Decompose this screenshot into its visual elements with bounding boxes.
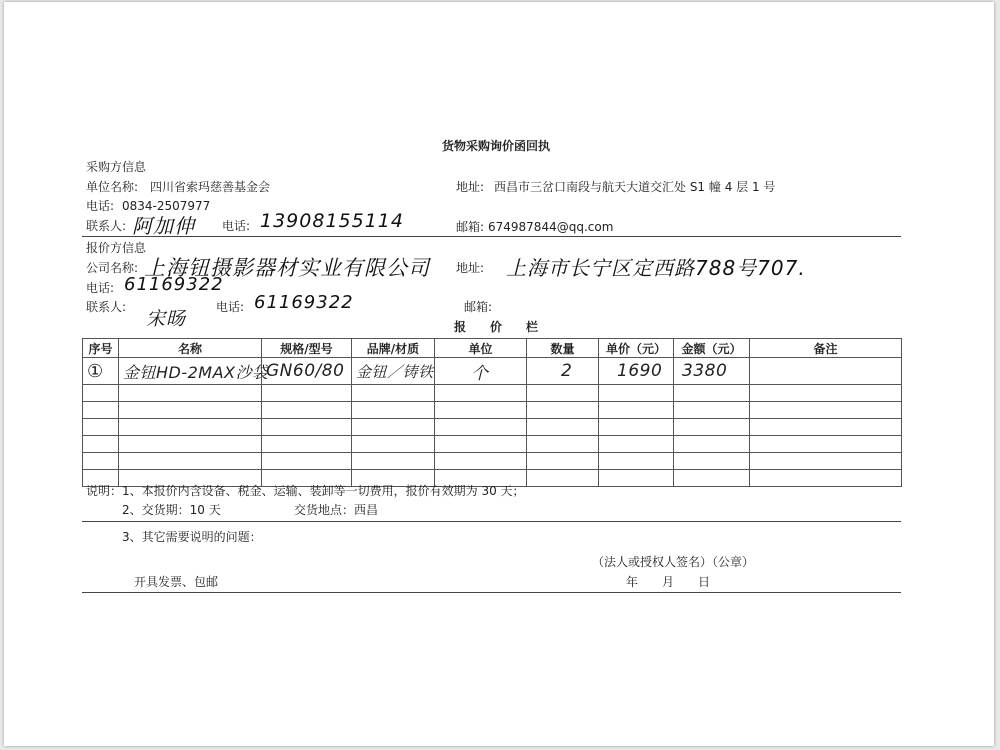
quoter-tel-label: 电话:: [216, 300, 245, 314]
buyer-unit-label: 单位名称:: [86, 180, 139, 194]
col-header-remarks: 备注: [750, 339, 902, 358]
buyer-tel-handwritten: 13908155114: [260, 210, 404, 232]
buyer-contact-handwritten: 阿加伸: [132, 214, 195, 238]
buyer-unit-value: 四川省索玛慈善基金会: [150, 180, 271, 194]
quoter-section-heading: 报价方信息: [86, 241, 147, 255]
cell-amount: 3380: [674, 358, 750, 385]
quoter-email-label: 邮箱:: [464, 300, 493, 314]
buyer-tel-label: 电话:: [222, 219, 251, 233]
quoter-address-handwritten: 上海市长宁区定西路788号707.: [506, 256, 806, 280]
quote-table: [82, 338, 902, 487]
buyer-phone-value: 0834-2507977: [122, 199, 211, 213]
quoter-tel-handwritten: 61169322: [254, 292, 354, 313]
document-sheet: [4, 2, 994, 746]
table-header-row: [83, 339, 902, 358]
quoter-phone-handwritten: 61169322: [124, 274, 224, 295]
quoter-company-label: 公司名称:: [86, 261, 139, 275]
col-header-name: 名称: [119, 339, 262, 358]
quoter-phone-label: 电话:: [86, 281, 115, 295]
date-label: 年 月 日: [626, 575, 711, 589]
buyer-section-heading: 采购方信息: [86, 160, 147, 174]
cell-index: ①: [83, 358, 119, 385]
quoter-company-handwritten: 上海钮摄影器材实业有限公司: [144, 256, 430, 280]
buyer-phone-label: 电话:: [86, 199, 115, 213]
cell-spec: GN60/80: [262, 358, 352, 385]
bottom-divider: [82, 592, 901, 593]
table-row-empty: [83, 436, 902, 453]
buyer-email-value: 674987844@qq.com: [488, 220, 614, 234]
col-header-quantity: 数量: [527, 339, 599, 358]
col-header-spec: 规格/型号: [262, 339, 352, 358]
signature-label: （法人或授权人签名）（公章）: [592, 555, 755, 569]
col-header-unit: 单位: [435, 339, 527, 358]
invoice-note: 开具发票、包邮: [134, 575, 219, 589]
cell-unit-price: 1690: [599, 358, 674, 385]
col-header-amount: 金额（元）: [674, 339, 750, 358]
col-header-unit-price: 单价（元）: [599, 339, 674, 358]
table-row-empty: [83, 402, 902, 419]
cell-brand: 金钮／铸铁: [352, 358, 435, 385]
note-2-delivery-place: 交货地点：西昌: [294, 503, 379, 517]
quoter-address-label: 地址:: [456, 261, 485, 275]
document-title: 货物采购询价函回执: [442, 139, 551, 153]
note-2-delivery-time: 2、交货期：10 天: [122, 503, 221, 517]
note-1: 说明：1、本报价内含设备、税金、运输、装卸等一切费用，报价有效期为 30 天；: [86, 484, 525, 498]
table-row: [83, 358, 902, 385]
table-row-empty: [83, 419, 902, 436]
buyer-address-value: 西昌市三岔口南段与航天大道交汇处 S1 幢 4 层 1 号: [494, 180, 776, 194]
notes-divider: [82, 521, 901, 522]
cell-name: 金钮HD-2MAX沙袋: [119, 358, 262, 385]
quoter-contact-handwritten: 宋旸: [146, 308, 187, 330]
quote-section-title: 报 价 栏: [454, 320, 539, 334]
section-divider: [82, 236, 901, 237]
buyer-contact-label: 联系人:: [86, 219, 127, 233]
cell-quantity: 2: [527, 358, 599, 385]
cell-remarks: [750, 358, 902, 385]
table-row-empty: [83, 453, 902, 470]
cell-unit: 个: [435, 358, 527, 385]
note-3: 3、其它需要说明的问题：: [122, 530, 262, 544]
buyer-address-label: 地址:: [456, 180, 485, 194]
quoter-contact-label: 联系人:: [86, 300, 127, 314]
table-row-empty: [83, 385, 902, 402]
col-header-brand: 品牌/材质: [352, 339, 435, 358]
buyer-email-label: 邮箱:: [456, 220, 485, 234]
col-header-index: 序号: [83, 339, 119, 358]
